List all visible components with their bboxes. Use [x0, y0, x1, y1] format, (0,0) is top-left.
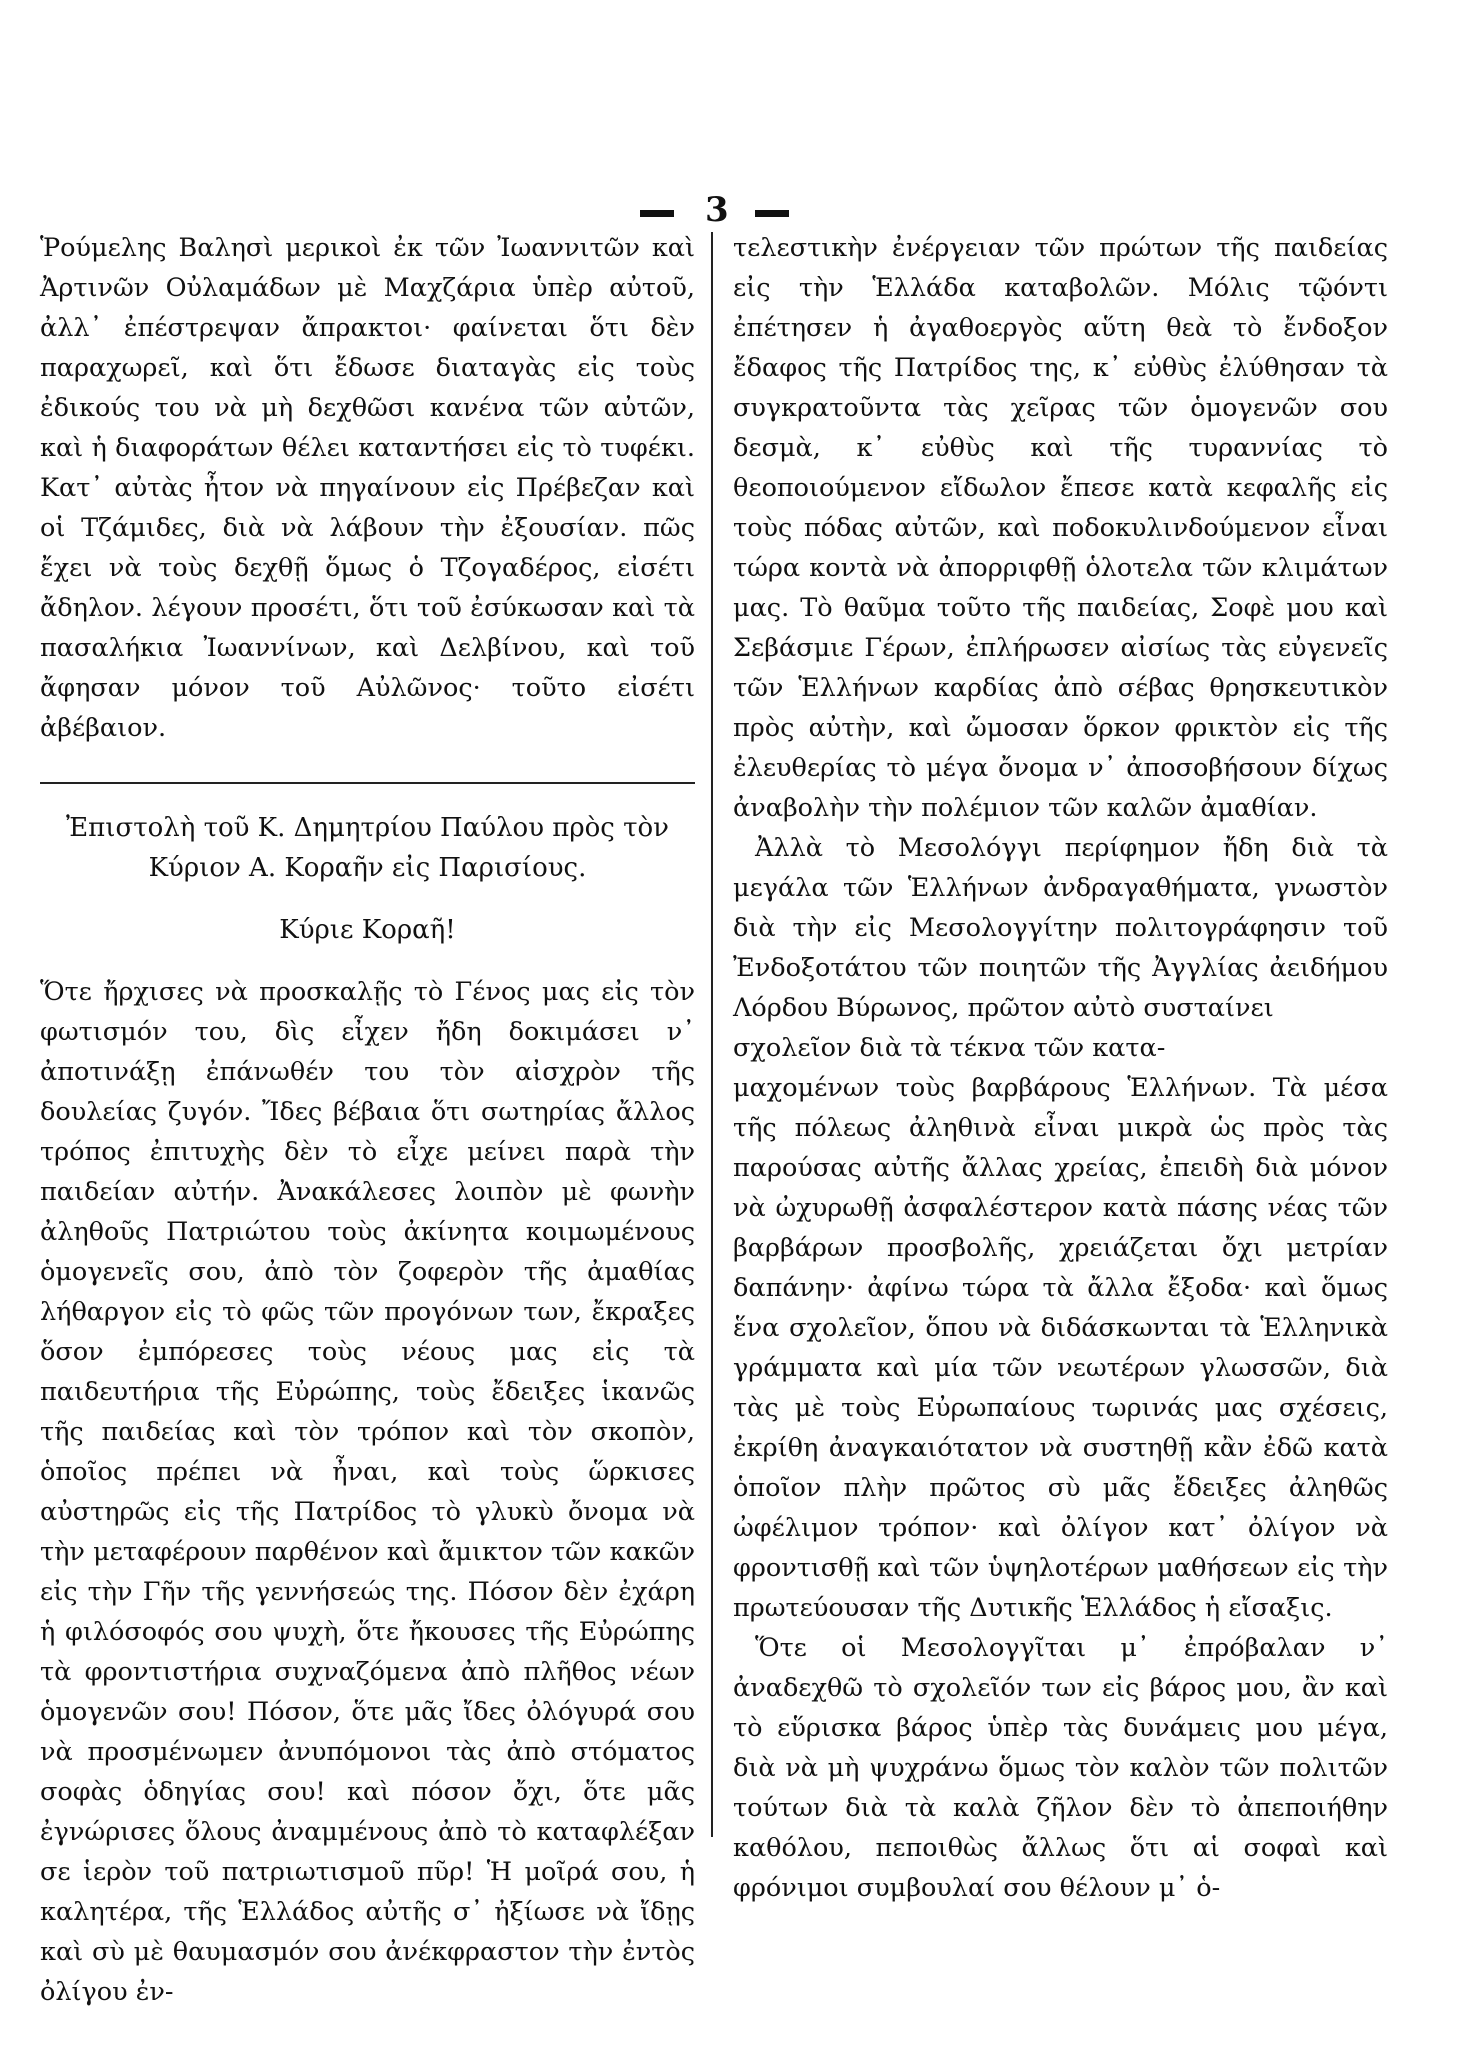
right-column [733, 228, 1388, 1908]
letter-paragraph-continued: τελεστικὴν ἐνέργειαν τῶν πρώτων τῆς παιδείας εἰς τὴν Ἑλλάδα καταβολῶν. Μόλις τῷόντι ἐπέτησεν ἡ ἀγαθοεργὸς αὕτη θεὰ τὸ ἔνδοξον ἔδαφος τῆς Πατρίδος της, κ᾽ εὐθὺς ἐλύθησαν τὰ συγκρατοῦντα τὰς χεῖρας τῶν ὁμογενῶν σου δεσμὰ, κ᾽ εὐθὺς καὶ τῆς τυραννίας τὸ θεοποιούμενον εἴδωλον ἔπεσε κατὰ κεφαλῆς εἰς τοὺς πόδας αὐτῶν, καὶ ποδοκυλινδούμενον εἶναι τώρα κοντὰ νὰ ἀπορριφθῇ ὁλοτελα τῶν κλιμάτων μας. Τὸ θαῦμα τοῦτο τῆς παιδείας, Σοφὲ μου καὶ Σεβάσμιε Γέρων, ἐπλήρωσεν αἰσίως τὰς εὐγενεῖς τῶν Ἑλλήνων καρδίας ἀπὸ σέβας θρησκευτικὸν πρὸς αὐτὴν, καὶ ὤμοσαν ὅρκον φρικτὸν εἰς τῆς ἐλευθερίας τὸ μέγα ὄνομα ν᾽ ἀποσοβήσουν δίχως ἀναβολὴν τὴν πολέμιον τῶν καλῶν ἀμαθίαν. [733, 233, 1388, 823]
school-paragraph: Ὅτε οἱ Μεσολογγῖται μ᾽ ἐπρόβαλαν ν᾽ ἀναδεχθῶ τὸ σχολεῖόν των εἰς βάρος μου, ἂν καὶ τὸ εὕρισκα βάρος ὑπὲρ τὰς δυνάμεις μου μέγα, διὰ νὰ μὴ ψυχράνω ὅμως τὸν καλὸν τῶν πολιτῶν τούτων διὰ τὰ καλὰ ζῆλον δὲν τὸ ἀπεποιήθην καθόλου, πεποιθὼς ἄλλως ὅτι αἱ σοφαὶ καὶ φρόνιμοι συμβουλαί σου θέλουν μ᾽ ὁ- [733, 1633, 1388, 1903]
header-dash-right [755, 210, 789, 217]
header-dash-left [640, 210, 674, 217]
page-header [0, 190, 1469, 230]
letter-heading: Ἐπιστολὴ τοῦ Κ. Δημητρίου Παύλου πρὸς τὸν Κύριον Α. Κοραῆν εἰς Παρισίους. [40, 782, 695, 888]
letter-paragraph: Ὅτε ἤρχισες νὰ προσκαλῇς τὸ Γένος μας εἰς τὸν φωτισμόν του, δὶς εἶχεν ἤδη δοκιμάσει ν᾽ ἀποτινάξῃ ἐπάνωθέν του τὸν αἰσχρὸν τῆς δουλείας ζυγόν. Ἴδες βέβαια ὅτι σωτηρίας ἄλλος τρόπος ἐπιτυχὴς δὲν τὸ εἶχε μείνει παρὰ τὴν παιδείαν αὐτήν. Ἀνακάλεσες λοιπὸν μὲ φωνὴν ἀληθοῦς Πατριώτου τοὺς ἀκίνητα κοιμωμένους ὁμογενεῖς σου, ἀπὸ τὸν ζοφερὸν τῆς ἀμαθίας λήθαργον εἰς τὸ φῶς τῶν προγόνων των, ἔκραξες ὅσον ἐμπόρεσες τοὺς νέους μας εἰς τὰ παιδευτήρια τῆς Εὐρώπης, τοὺς ἔδειξες ἱκανῶς τῆς παιδείας καὶ τὸν τρόπον καὶ τὸν σκοπὸν, ὁποῖος πρέπει νὰ ἦναι, καὶ τοὺς ὥρκισες αὐστηρῶς εἰς τῆς Πατρίδος τὸ γλυκὺ ὄνομα νὰ τὴν μεταφέρουν παρθένον καὶ ἄμικτον τῶν κακῶν εἰς τὴν Γῆν τῆς γεννήσεώς της. Πόσον δὲν ἐχάρη ἡ φιλόσοφός σου ψυχὴ, ὅτε ἤκουσες τῆς Εὐρώπης τὰ φροντιστήρια συχναζόμενα ἀπὸ πλῆθος νέων ὁμογενῶν σου! Πόσον, ὅτε μᾶς ἴδες ὀλόγυρά σου νὰ προσμένωμεν ἀνυπόμονοι τὰς ἀπὸ στόματος σοφὰς ὁδηγίας σου! καὶ πόσον ὄχι, ὅτε μᾶς ἐγνώρισες ὅλους ἀναμμένους ἀπὸ τὸ καταφλέξαν σε ἱερὸν τοῦ πατριωτισμοῦ πῦρ! Ἡ μοῖρά σου, ἡ καλητέρα, τῆς Ἑλλάδος αὐτῆς σ᾽ ἠξίωσε νὰ ἴδῃς καὶ σὺ μὲ θαυμασμόν σου ἀνέκφραστον τὴν ἐντὸς ὀλίγου ἐν- [40, 977, 695, 2007]
news-paragraph: Ῥούμελης Βαλησὶ μερικοὶ ἐκ τῶν Ἰωαννιτῶν καὶ Ἀρτινῶν Οὐλαμάδων μὲ Μαχζάρια ὑπὲρ αὐτοῦ, ἀλλ᾽ ἐπέστρεψαν ἄπρακτοι· φαίνεται ὅτι δὲν παραχωρεῖ, καὶ ὅτι ἔδωσε διαταγὰς εἰς τοὺς ἐδικούς του νὰ μὴ δεχθῶσι κανένα τῶν αὐτῶν, καὶ ἡ διαφοράτων θέλει καταντήσει εἰς τὸ τυφέκι. Κατ᾽ αὐτὰς ἦτον νὰ πηγαίνουν εἰς Πρέβεζαν καὶ οἱ Τζάμιδες, διὰ νὰ λάβουν τὴν ἐξουσίαν. πῶς ἔχει νὰ τοὺς δεχθῇ ὅμως ὁ Τζογαδέρος, εἰσέτι ἄδηλον. λέγουν προσέτι, ὅτι τοῦ ἐσύκωσαν καὶ τὰ πασαλήκια Ἰωαννίνων, καὶ Δελβίνου, καὶ τοῦ ἄφησαν μόνον τοῦ Αὐλῶνος· τοῦτο εἰσέτι ἀβέβαιον. [40, 233, 695, 743]
page-number: 3 [705, 190, 729, 230]
letter-salutation: Κύριε Κοραῆ! [279, 915, 456, 945]
mesolongi-paragraph: Ἀλλὰ τὸ Μεσολόγγι περίφημον ἤδη διὰ τὰ μεγάλα τῶν Ἑλλήνων ἀνδραγαθήματα, γνωστὸν διὰ τὴν εἰς Μεσολογγίτην πολιτογράφησιν τοῦ Ἐνδοξοτάτου τῶν ποιητῶν τῆς Ἀγγλίας ἀειδήμου Λόρδου Βύρωνος, πρῶτον αὐτὸ συσταίνει [733, 833, 1388, 1023]
mesolongi-centered-line: σχολεῖον διὰ τὰ τέκνα τῶν κατα- [733, 1033, 1166, 1063]
mesolongi-paragraph-rest: μαχομένων τοὺς βαρβάρους Ἑλλήνων. Τὰ μέσα τῆς πόλεως ἀληθινὰ εἶναι μικρὰ ὡς πρὸς τὰς παρούσας αὐτῆς ἄλλας χρείας, ἐπειδὴ διὰ μόνον νὰ ὠχυρωθῇ ἀσφαλέστερον κατὰ πάσης νέας τῶν βαρβάρων προσβολῆς, χρειάζεται ὄχι μετρίαν δαπάνην· ἀφίνω τώρα τὰ ἄλλα ἔξοδα· καὶ ὅμως ἕνα σχολεῖον, ὅπου νὰ διδάσκωνται τὰ Ἑλληνικὰ γράμματα καὶ μία τῶν νεωτέρων γλωσσῶν, διὰ τὰς μὲ τοὺς Εὐρωπαίους τωρινάς μας σχέσεις, ἐκρίθη ἀναγκαιότατον νὰ συστηθῇ κἂν ἐδῶ κατὰ ὁποῖον πλὴν πρῶτος σὺ μᾶς ἔδειξες ἀληθῶς ὠφέλιμον τρόπον· καὶ ὀλίγον κατ᾽ ὀλίγον νὰ φροντισθῇ καὶ τῶν ὑψηλοτέρων μαθήσεων εἰς τὴν πρωτεύουσαν τῆς Δυτικῆς Ἑλλάδος ἡ εἴσαξις. [733, 1073, 1388, 1623]
column-divider [711, 232, 713, 1837]
left-column [40, 228, 695, 2012]
